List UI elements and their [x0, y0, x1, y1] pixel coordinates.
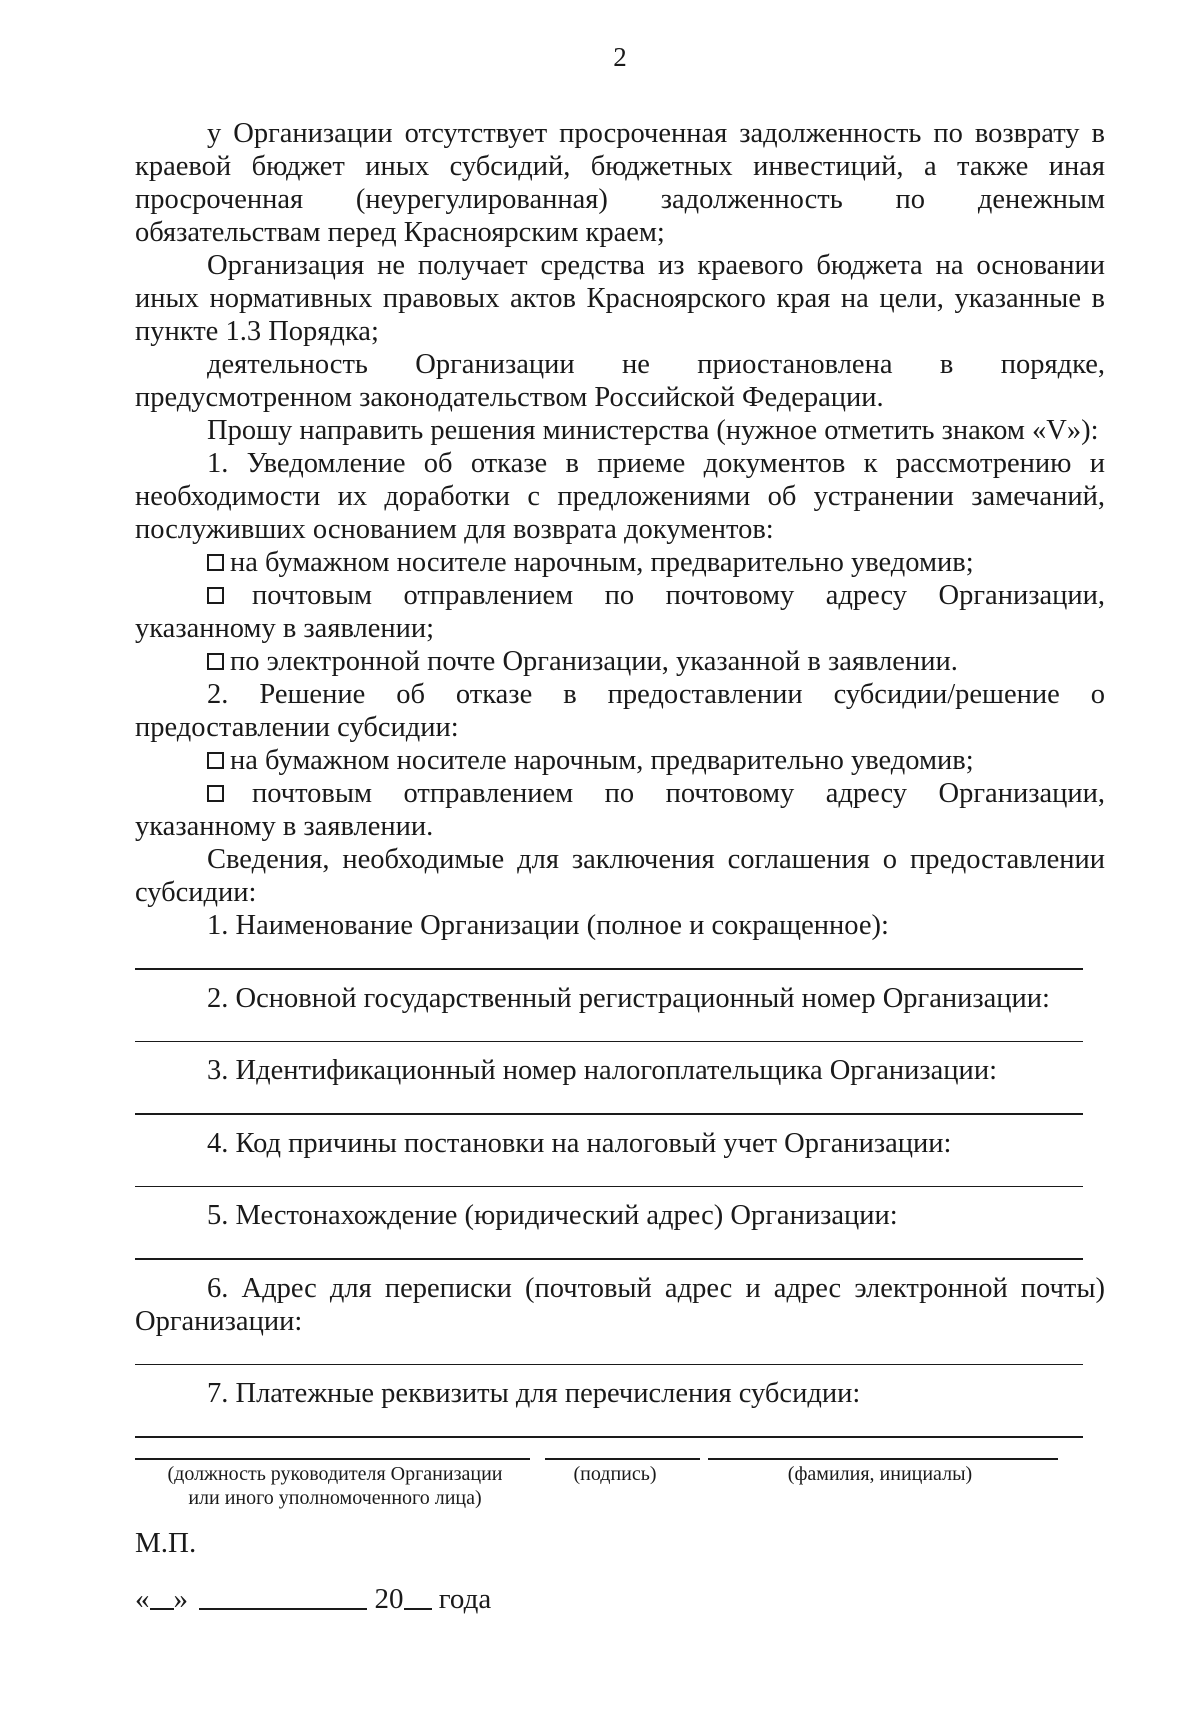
- field-3-line[interactable]: [135, 1113, 1083, 1115]
- option-post-2: [135, 777, 1105, 843]
- position-caption-line-1: (должность руководителя Организации: [167, 1463, 503, 1485]
- checkbox-paper-2[interactable]: [207, 752, 224, 769]
- field-2-label: 2. Основной государственный регистрационный номер Организации:: [207, 982, 1050, 1014]
- year-suffix: года: [438, 1583, 492, 1615]
- date-close-quote: »: [173, 1583, 188, 1615]
- month-blank[interactable]: [199, 1582, 367, 1610]
- field-4-line[interactable]: [135, 1186, 1083, 1188]
- field-6-line[interactable]: [135, 1364, 1083, 1366]
- day-blank[interactable]: [150, 1582, 174, 1610]
- field-7-label: 7. Платежные реквизиты для перечисления субсидии:: [207, 1378, 861, 1409]
- field-5-line[interactable]: [135, 1258, 1083, 1260]
- stamp-place: М.П.: [135, 1527, 197, 1559]
- paragraph-no-debt: у Организации отсутствует просроченная задолженность по возврату в краевой бюджет иных субсидий, бюджетных инвестиций, а также иная просроченная (неурегулированная) задолженность по денежным обязательствам перед Красноярским краем;: [135, 118, 1105, 248]
- option-email-1: [135, 645, 1105, 678]
- year-prefix: 20: [374, 1583, 404, 1615]
- field-2-line[interactable]: [135, 1041, 1083, 1043]
- option-email-1-label: по электронной почте Организации, указанной в заявлении.: [230, 646, 958, 677]
- field-1-line[interactable]: [135, 968, 1083, 970]
- paragraph-request-decisions: Прошу направить решения министерства (нужное отметить знаком «V»):: [207, 415, 1099, 446]
- paragraph-notice-refusal: 1. Уведомление об отказе в приеме документов к рассмотрению и необходимости их доработки с предложениями об устранении замечаний, послуживших основанием для возврата документов:: [135, 448, 1105, 545]
- option-post-1-label: почтовым отправлением по почтовому адресу Организации, указанному в заявлении;: [135, 580, 1105, 644]
- name-caption: (фамилия, инициалы): [787, 1463, 973, 1485]
- document-body: [135, 117, 1105, 1438]
- date-line: [135, 1582, 491, 1616]
- option-post-2-label: почтовым отправлением по почтовому адресу Организации, указанному в заявлении.: [135, 778, 1105, 842]
- position-caption-line-2: или иного уполномоченного лица): [188, 1487, 482, 1509]
- checkbox-post-1[interactable]: [207, 587, 224, 604]
- name-signature-line[interactable]: [708, 1458, 1058, 1460]
- option-paper-2-label: на бумажном носителе нарочным, предварительно уведомив;: [230, 745, 974, 776]
- field-1-label: 1. Наименование Организации (полное и сокращенное):: [207, 910, 889, 941]
- field-6-label: 6. Адрес для переписки (почтовый адрес и адрес электронной почты) Организации:: [135, 1272, 1105, 1337]
- paragraph-activity-not-suspended: деятельность Организации не приостановлена в порядке, предусмотренном законодательством Российской Федерации.: [135, 349, 1105, 413]
- checkbox-email-1[interactable]: [207, 653, 224, 670]
- paragraph-agreement-info: Сведения, необходимые для заключения соглашения о предоставлении субсидии:: [135, 844, 1105, 908]
- signature-caption: (подпись): [573, 1463, 657, 1485]
- year-blank[interactable]: [404, 1582, 432, 1610]
- field-3-label: 3. Идентификационный номер налогоплательщика Организации:: [207, 1055, 997, 1086]
- option-paper-2: [135, 744, 1105, 777]
- signature-line[interactable]: [545, 1458, 700, 1460]
- field-5-label: 5. Местонахождение (юридический адрес) Организации:: [207, 1200, 898, 1231]
- position-caption: [135, 1462, 535, 1510]
- field-7-line[interactable]: [135, 1436, 1083, 1438]
- paragraph-no-other-funds: Организация не получает средства из краевого бюджета на основании иных нормативных правовых актов Красноярского края на цели, указанные в пункте 1.3 Порядка;: [135, 250, 1105, 347]
- position-signature-line[interactable]: [135, 1458, 530, 1460]
- date-open-quote: «: [135, 1583, 150, 1615]
- checkbox-post-2[interactable]: [207, 785, 224, 802]
- option-paper-1: [135, 546, 1105, 579]
- option-paper-1-label: на бумажном носителе нарочным, предварительно уведомив;: [230, 547, 974, 578]
- option-post-1: [135, 579, 1105, 645]
- paragraph-decision-subsidy: 2. Решение об отказе в предоставлении субсидии/решение о предоставлении субсидии:: [135, 679, 1105, 743]
- field-4-label: 4. Код причины постановки на налоговый учет Организации:: [207, 1127, 952, 1159]
- checkbox-paper-1[interactable]: [207, 554, 224, 571]
- page-number: 2: [613, 42, 627, 72]
